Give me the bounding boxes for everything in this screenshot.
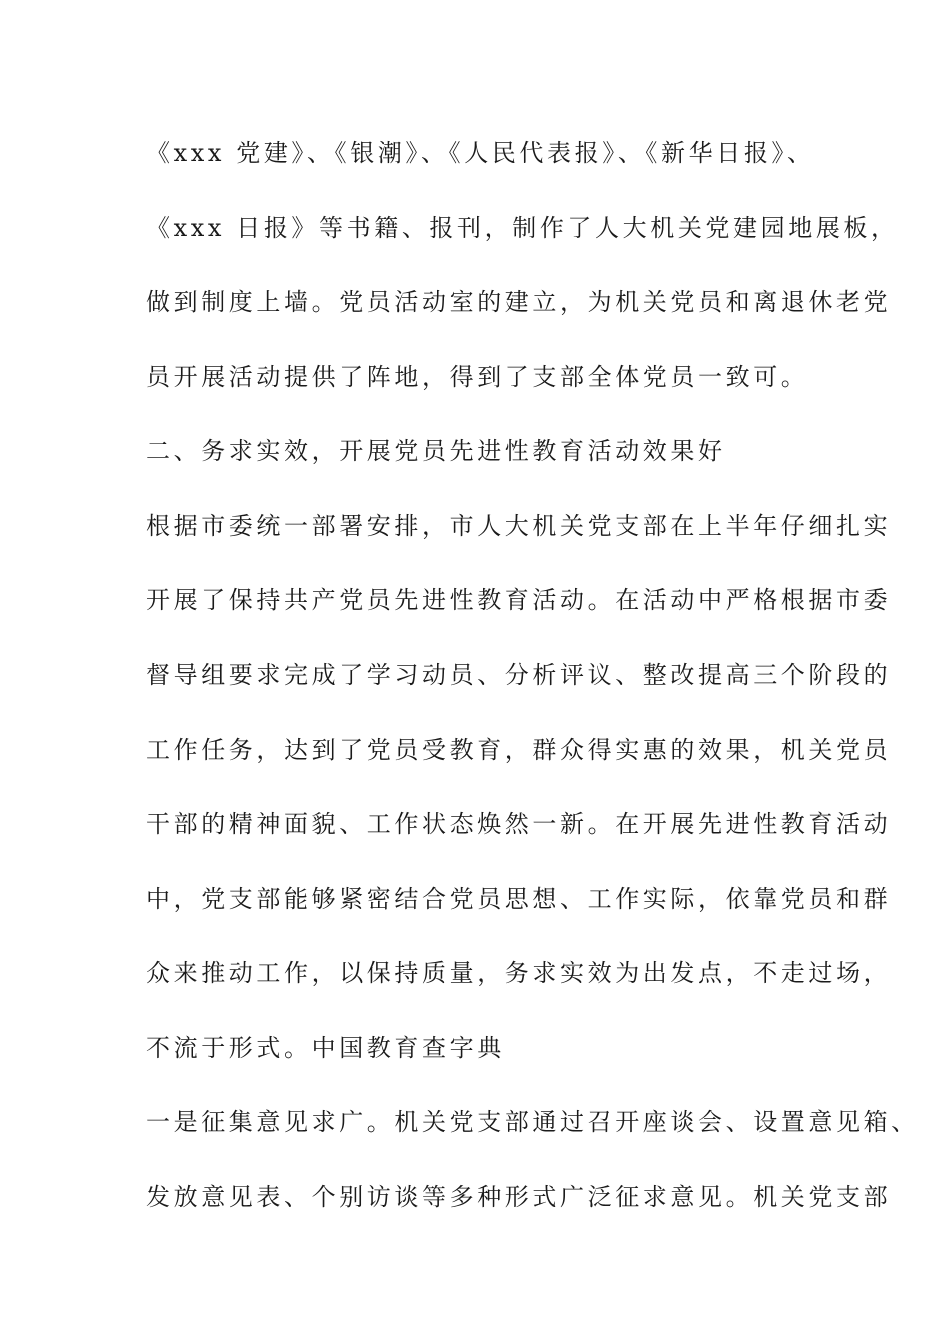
text-line: 工作任务，达到了党员受教育，群众得实惠的效果，机关党员 — [146, 736, 892, 764]
text-line: 做到制度上墙。党员活动室的建立，为机关党员和离退休老党 — [146, 288, 892, 316]
text-line: 督导组要求完成了学习动员、分析评议、整改提高三个阶段的 — [146, 661, 892, 689]
text-line: 员开展活动提供了阵地，得到了支部全体党员一致可。 — [146, 363, 809, 391]
text-line: 根据市委统一部署安排，市人大机关党支部在上半年仔细扎实 — [146, 512, 892, 540]
text-line: 一是征集意见求广。机关党支部通过召开座谈会、设置意见箱、 — [146, 1108, 919, 1136]
text-line: 中，党支部能够紧密结合党员思想、工作实际，依靠党员和群 — [146, 885, 892, 913]
text-line: 《xxx 党建》、《银潮》、《人民代表报》、《新华日报》、 — [146, 139, 815, 167]
text-line: 《xxx 日报》等书籍、报刊，制作了人大机关党建园地展板， — [146, 214, 899, 242]
text-line: 众来推动工作，以保持质量，务求实效为出发点，不走过场， — [146, 959, 892, 987]
section-heading: 二、务求实效，开展党员先进性教育活动效果好 — [146, 437, 726, 465]
text-line: 开展了保持共产党员先进性教育活动。在活动中严格根据市委 — [146, 586, 892, 614]
text-line: 干部的精神面貌、工作状态焕然一新。在开展先进性教育活动 — [146, 810, 892, 838]
text-line: 发放意见表、个别访谈等多种形式广泛征求意见。机关党支部 — [146, 1183, 892, 1211]
text-line: 不流于形式。中国教育查字典 — [146, 1034, 505, 1062]
